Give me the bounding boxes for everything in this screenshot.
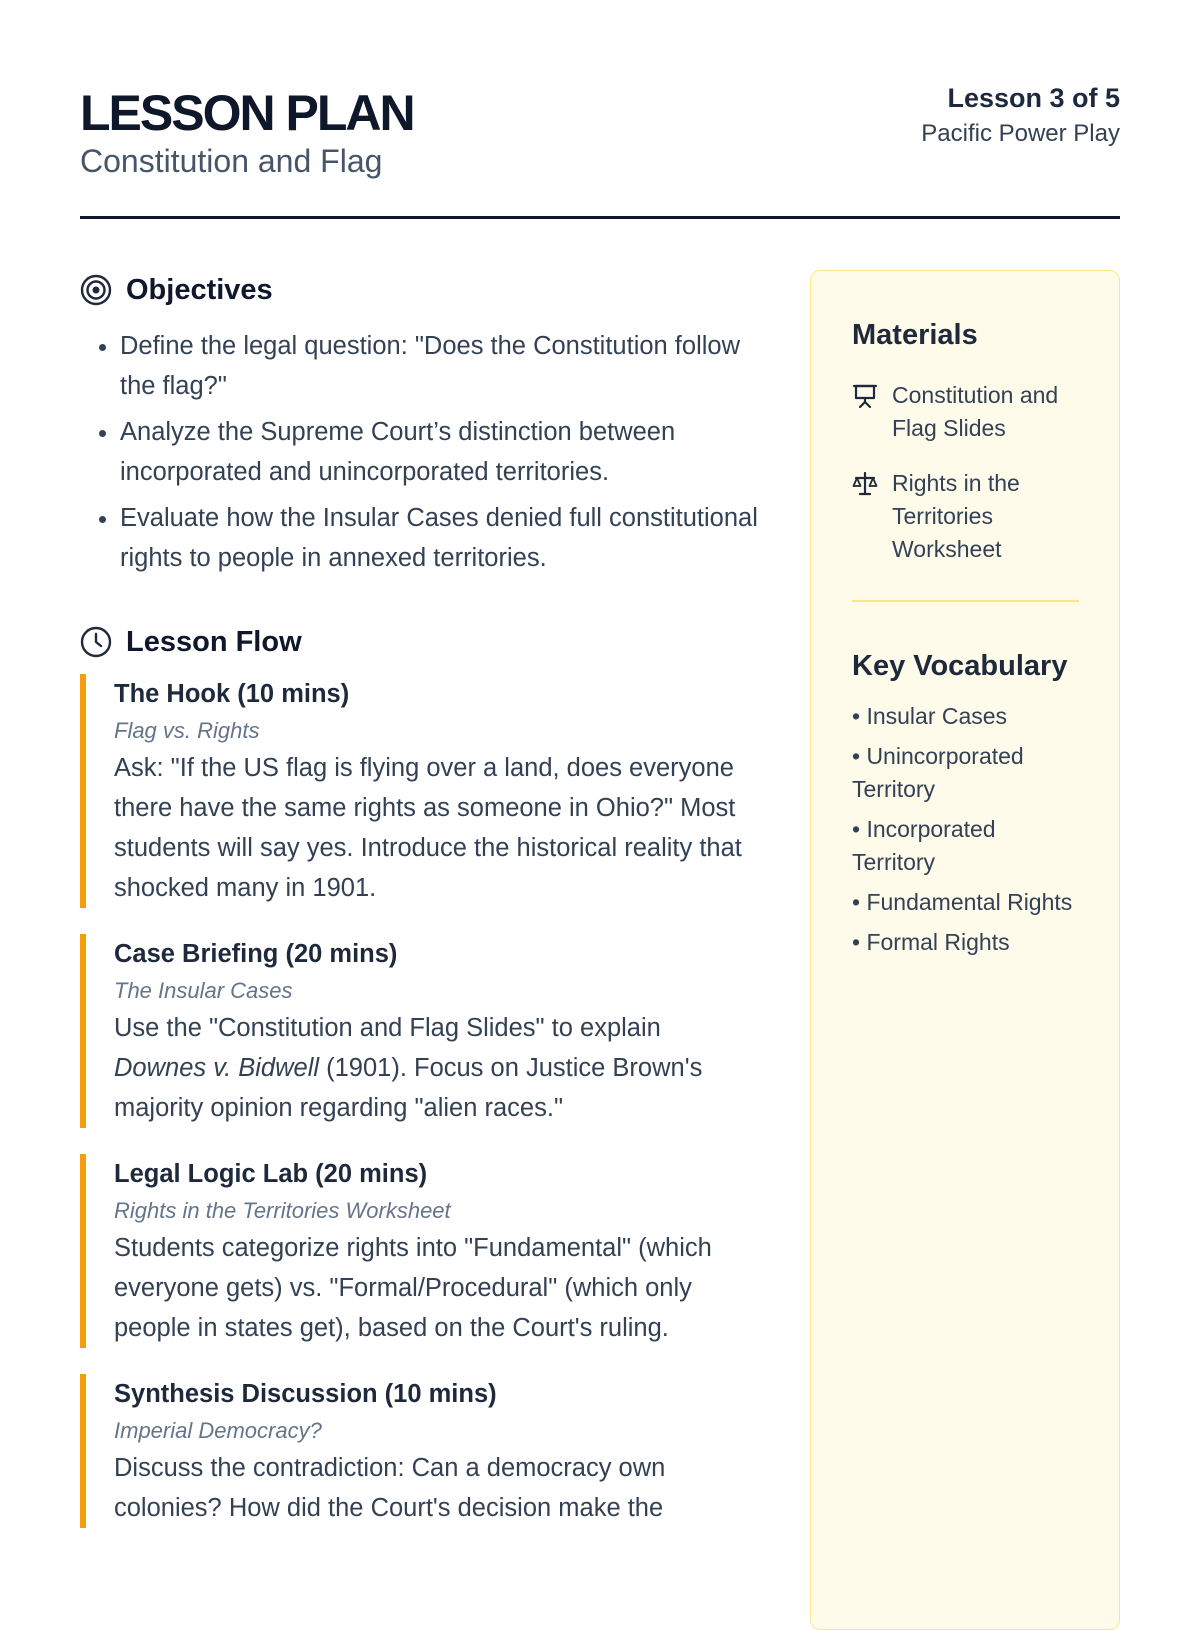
flow-step-body-text: (1901). Focus on Justice Brown's majority opinion regarding "alien races." [114,1054,703,1122]
page-title: LESSON PLAN [80,85,414,141]
main-column [80,270,760,1554]
objectives-heading-label: Objectives [126,273,273,306]
flow-step-legal-logic-lab [80,1154,760,1348]
vocabulary-item: • Incorporated Territory [852,816,996,875]
clock-icon [80,626,112,658]
flow-step-title: Synthesis Discussion (10 mins) [114,1380,497,1408]
objectives-section [80,270,760,578]
flow-step-hook [80,674,760,908]
flow-step-body-text: Use the "Constitution and Flag Slides" to explain [114,1014,661,1042]
vocabulary-heading: Key Vocabulary [852,650,1068,682]
list-item: • Analyze the Supreme Court’s distinction between incorporated and unincorporated territories. [120,412,760,492]
materials-list [852,379,1079,566]
flow-step-subtitle: Flag vs. Rights [114,718,260,743]
flow-step-title: The Hook (10 mins) [114,680,350,708]
vocabulary-item: • Fundamental Rights [852,889,1073,915]
flow-step-case-briefing [80,934,760,1128]
material-label: Rights in the Territories Worksheet [892,470,1020,562]
lesson-count: Lesson 3 of 5 [947,83,1120,113]
flow-step-body: Students categorize rights into "Fundamental" (which everyone gets) vs. "Formal/Procedural" (which only people in states get), based on the Court's ruling. [114,1234,712,1342]
list-item: • Evaluate how the Insular Cases denied full constitutional rights to people in annexed territories. [120,498,760,578]
case-name: Downes v. Bidwell [114,1054,320,1082]
flow-step-body [114,1008,760,1128]
vocabulary-item: • Insular Cases [852,703,1008,729]
list-item: • Define the legal question: "Does the Constitution follow the flag?" [120,326,760,406]
flow-step-body: Discuss the contradiction: Can a democracy own colonies? How did the Court's decision make the [114,1454,666,1522]
flow-step-body: Ask: "If the US flag is flying over a land, does everyone there have the same rights as someone in Ohio?" Most students will say yes. Introduce the historical reality that shocked many in 1901. [114,754,742,902]
lesson-plan-page [80,0,1120,1600]
sidebar-panel [810,270,1120,1630]
flow-step-subtitle: Imperial Democracy? [114,1418,322,1443]
material-item [852,467,1079,566]
lesson-flow-heading [80,622,760,662]
vocabulary-list [852,700,1079,959]
flow-step-title: Legal Logic Lab (20 mins) [114,1160,428,1188]
page-header [80,80,1120,219]
vocabulary-item: • Unincorporated Territory [852,743,1024,802]
page-subtitle: Constitution and Flag [80,143,383,179]
vocabulary-item: • Formal Rights [852,929,1010,955]
target-icon [80,274,112,306]
lesson-flow-section [80,622,760,1528]
lesson-flow-heading-label: Lesson Flow [126,625,302,658]
scale-icon [852,471,878,497]
flow-step-synthesis [80,1374,760,1528]
objectives-heading [80,270,760,310]
objectives-list [80,326,760,578]
sidebar-divider [852,600,1079,602]
flow-step-title: Case Briefing (20 mins) [114,940,398,968]
lesson-flow-list [80,674,760,1528]
flow-step-subtitle: Rights in the Territories Worksheet [114,1198,451,1223]
material-item [852,379,1079,445]
material-label: Constitution and Flag Slides [892,382,1059,441]
presentation-icon [852,383,878,409]
materials-heading: Materials [852,319,978,351]
unit-name: Pacific Power Play [921,120,1120,147]
flow-step-subtitle: The Insular Cases [114,978,293,1003]
